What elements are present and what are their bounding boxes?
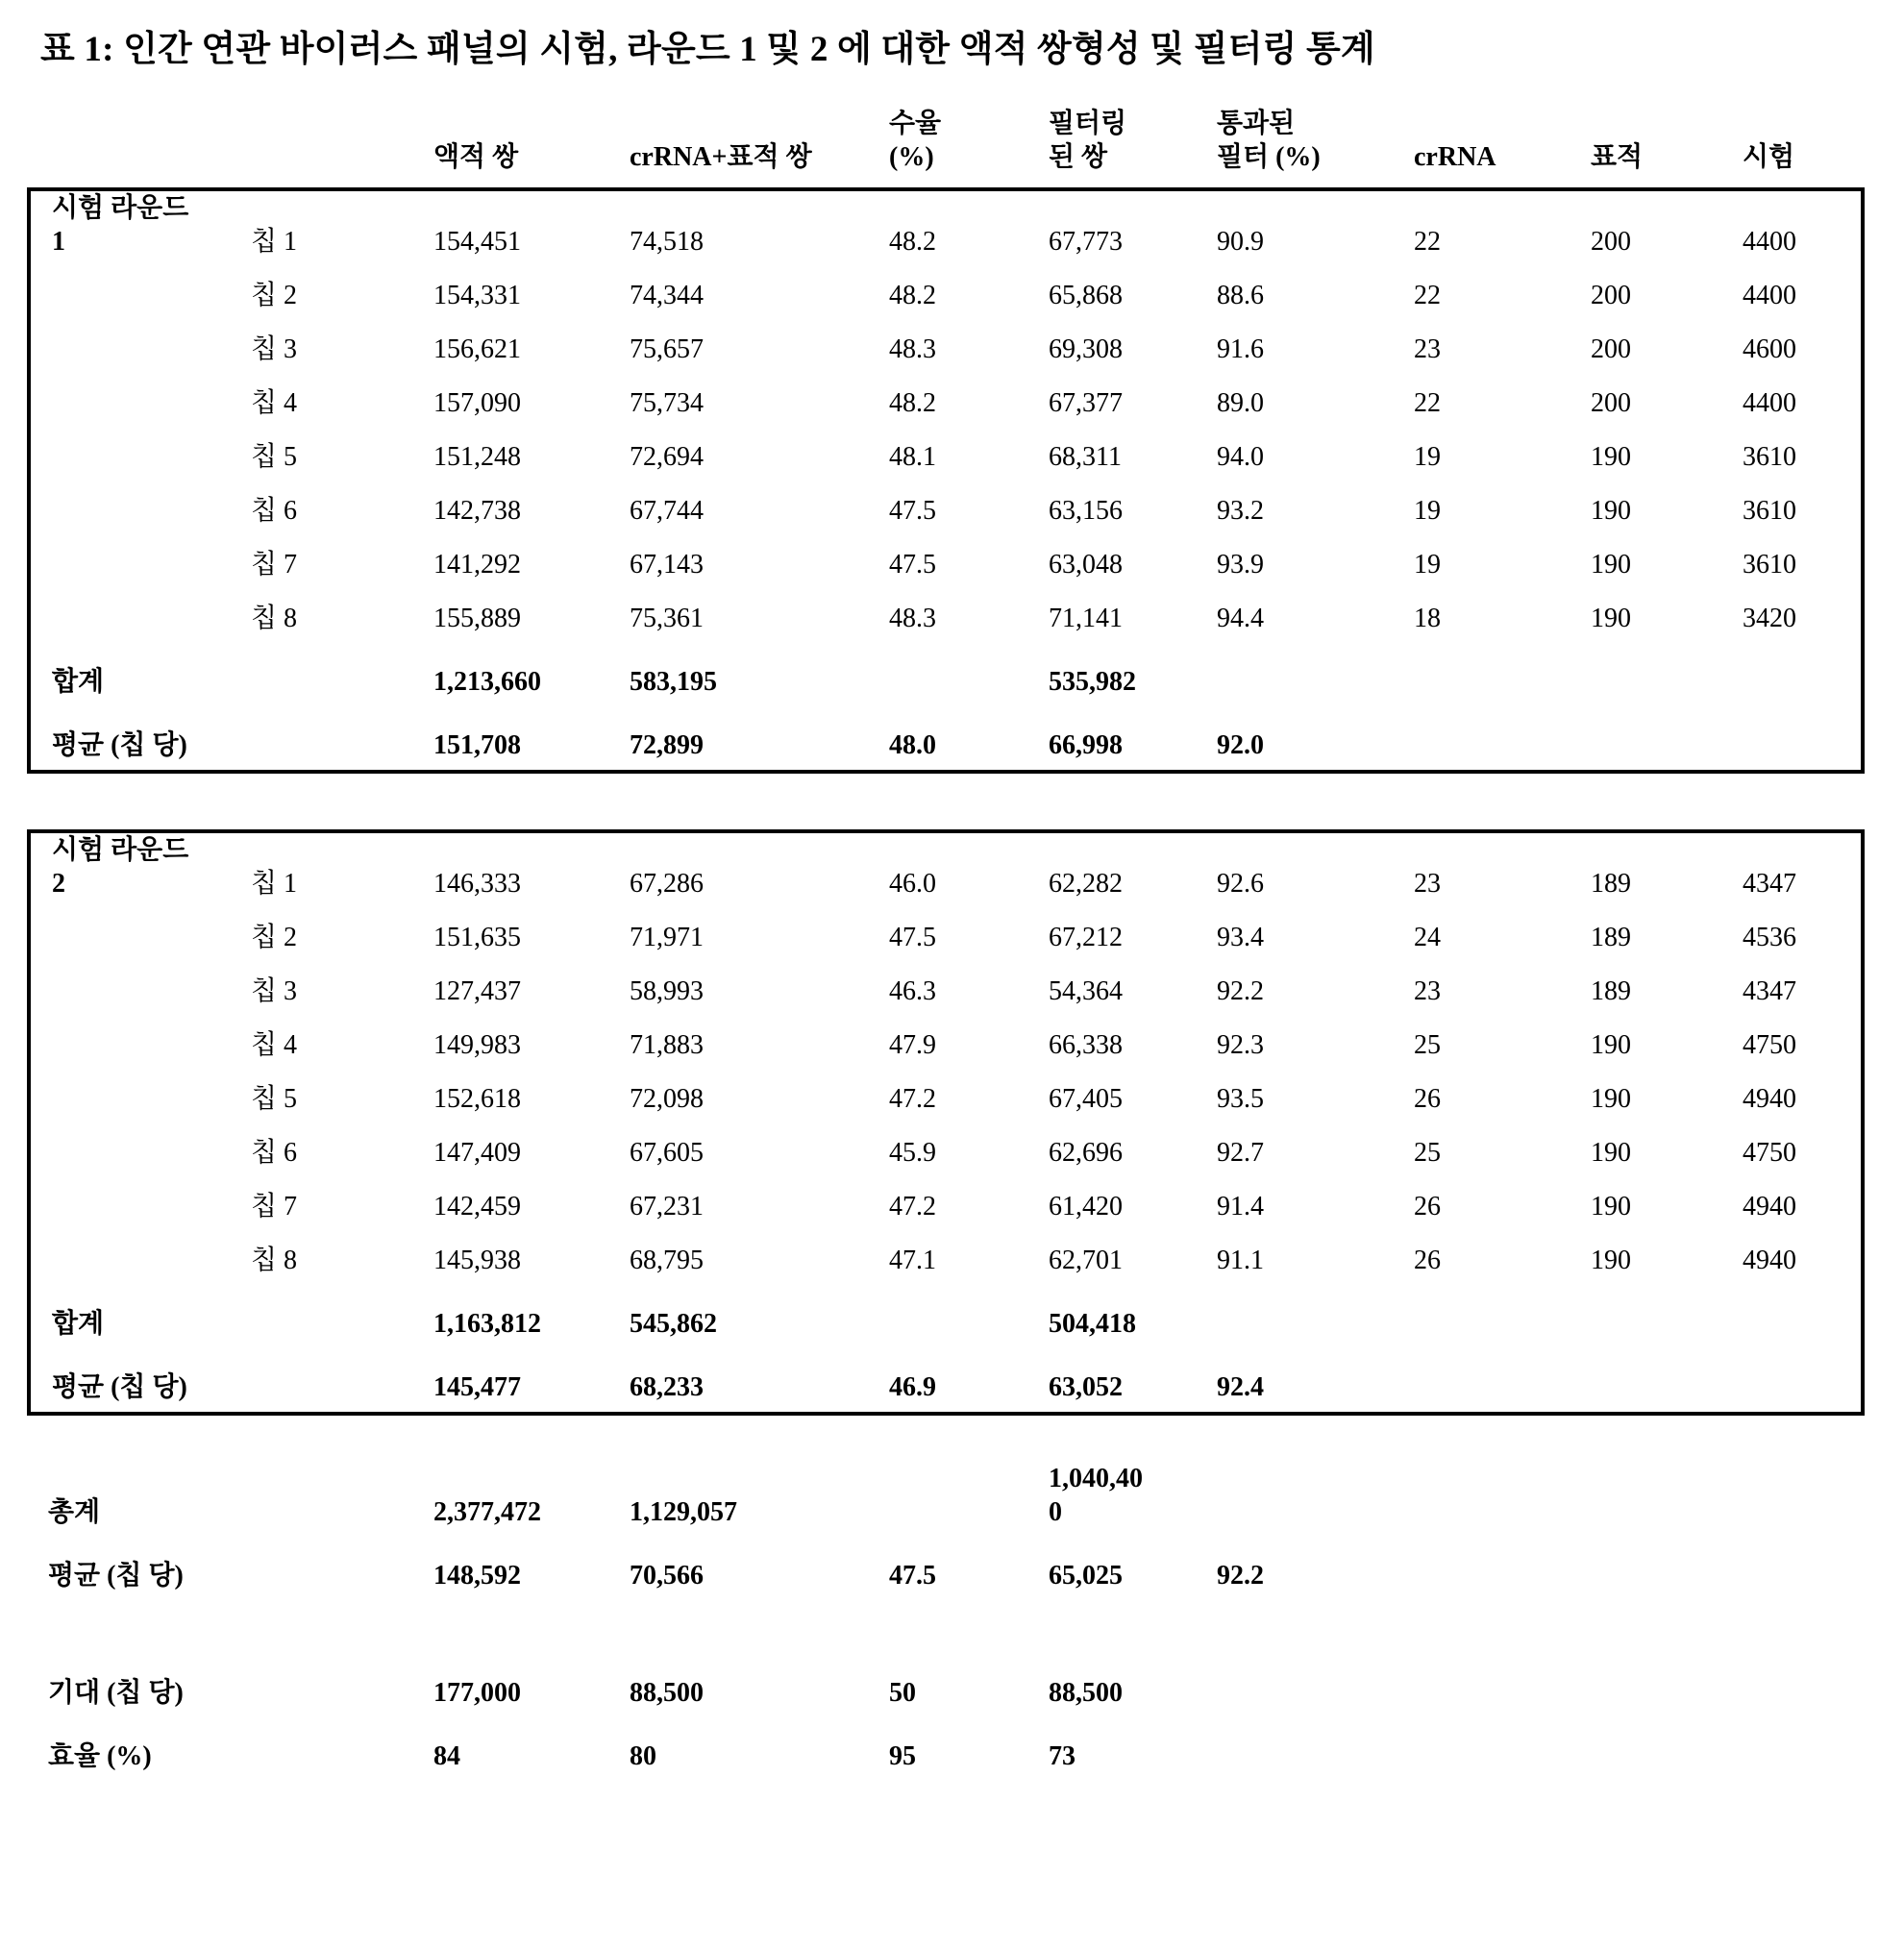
cell-target: 190 bbox=[1591, 1191, 1631, 1221]
empty-cell bbox=[1743, 1348, 1861, 1412]
total-droplet-pairs: 1,163,812 bbox=[433, 1308, 541, 1339]
empty-cell bbox=[251, 1537, 433, 1600]
col-header-test: 시험 bbox=[1743, 141, 1795, 172]
expected-label: 기대 (칩 당) bbox=[48, 1677, 184, 1708]
empty-cell bbox=[31, 908, 251, 962]
cell-filtered-pairs: 67,377 bbox=[1049, 387, 1123, 418]
cell-crrna: 19 bbox=[1414, 441, 1441, 472]
empty-cell bbox=[1591, 706, 1743, 770]
cell-passed-filter-pct: 92.3 bbox=[1217, 1029, 1264, 1060]
cell-filtered-pairs: 67,773 bbox=[1049, 226, 1123, 257]
round2-label: 시험 라운드 2 bbox=[52, 834, 189, 899]
table-row bbox=[31, 589, 1861, 643]
chip-label: 칩 4 bbox=[251, 387, 298, 418]
cell-test: 4347 bbox=[1743, 975, 1796, 1006]
cell-crrna: 25 bbox=[1414, 1137, 1441, 1168]
grand-total-row bbox=[27, 1462, 1865, 1537]
cell-passed-filter-pct: 91.1 bbox=[1217, 1245, 1264, 1275]
average-crrna-target-pairs: 72,899 bbox=[630, 729, 704, 760]
cell-target: 200 bbox=[1591, 280, 1631, 310]
empty-cell bbox=[1217, 1717, 1414, 1781]
cell-crrna: 19 bbox=[1414, 495, 1441, 526]
cell-target: 190 bbox=[1591, 441, 1631, 472]
cell-target: 200 bbox=[1591, 226, 1631, 257]
cell-passed-filter-pct: 94.4 bbox=[1217, 603, 1264, 633]
efficiency-filtered-pairs: 73 bbox=[1049, 1740, 1076, 1771]
cell-yield-pct: 46.3 bbox=[889, 975, 936, 1006]
grand-total-droplet-pairs: 2,377,472 bbox=[433, 1496, 541, 1527]
chip-label: 칩 3 bbox=[251, 975, 298, 1006]
empty-cell bbox=[31, 1016, 251, 1070]
empty-cell bbox=[1743, 1285, 1861, 1348]
empty-cell bbox=[1414, 1285, 1591, 1348]
empty-cell bbox=[1217, 1462, 1414, 1537]
empty-cell bbox=[251, 1348, 433, 1412]
overall-average-label: 평균 (칩 당) bbox=[48, 1560, 184, 1591]
cell-droplet-pairs: 142,459 bbox=[433, 1191, 521, 1221]
cell-yield-pct: 47.1 bbox=[889, 1245, 936, 1275]
cell-crrna-target-pairs: 74,518 bbox=[630, 226, 704, 257]
empty-cell bbox=[1414, 1537, 1591, 1600]
empty-cell bbox=[31, 1177, 251, 1231]
round2-table-box bbox=[27, 829, 1865, 1416]
total-droplet-pairs: 1,213,660 bbox=[433, 666, 541, 697]
cell-filtered-pairs: 66,338 bbox=[1049, 1029, 1123, 1060]
cell-test: 3610 bbox=[1743, 441, 1796, 472]
col-header-crrna-target-pairs: crRNA+표적 쌍 bbox=[630, 141, 812, 172]
cell-crrna: 22 bbox=[1414, 280, 1441, 310]
cell-yield-pct: 47.5 bbox=[889, 495, 936, 526]
empty-cell bbox=[31, 1123, 251, 1177]
header-row bbox=[27, 107, 1865, 182]
cell-yield-pct: 47.2 bbox=[889, 1191, 936, 1221]
cell-crrna-target-pairs: 67,143 bbox=[630, 549, 704, 580]
efficiency-row bbox=[27, 1717, 1865, 1781]
table-row bbox=[31, 833, 1861, 908]
cell-filtered-pairs: 67,212 bbox=[1049, 922, 1123, 952]
cell-filtered-pairs: 61,420 bbox=[1049, 1191, 1123, 1221]
cell-target: 189 bbox=[1591, 868, 1631, 899]
cell-droplet-pairs: 154,451 bbox=[433, 226, 521, 257]
cell-crrna: 23 bbox=[1414, 333, 1441, 364]
cell-droplet-pairs: 147,409 bbox=[433, 1137, 521, 1168]
average-label: 평균 (칩 당) bbox=[52, 1371, 187, 1402]
cell-passed-filter-pct: 89.0 bbox=[1217, 387, 1264, 418]
cell-crrna-target-pairs: 67,286 bbox=[630, 868, 704, 899]
cell-test: 3610 bbox=[1743, 549, 1796, 580]
table-row bbox=[31, 1231, 1861, 1285]
col-header-crrna: crRNA bbox=[1414, 141, 1496, 172]
cell-crrna: 26 bbox=[1414, 1083, 1441, 1114]
col-header-droplet-pairs: 액적 쌍 bbox=[433, 141, 519, 172]
total-crrna-target-pairs: 583,195 bbox=[630, 666, 717, 697]
table-title: 표 1: 인간 연관 바이러스 패널의 시험, 라운드 1 및 2 에 대한 액적 쌍형성 및 필터링 통계 bbox=[40, 30, 1375, 69]
empty-cell bbox=[1743, 1462, 1865, 1537]
table-row bbox=[31, 266, 1861, 320]
cell-crrna: 24 bbox=[1414, 922, 1441, 952]
expected-crrna-target-pairs: 88,500 bbox=[630, 1677, 704, 1708]
cell-droplet-pairs: 156,621 bbox=[433, 333, 521, 364]
cell-filtered-pairs: 68,311 bbox=[1049, 441, 1122, 472]
cell-target: 190 bbox=[1591, 495, 1631, 526]
cell-filtered-pairs: 67,405 bbox=[1049, 1083, 1123, 1114]
cell-filtered-pairs: 63,156 bbox=[1049, 495, 1123, 526]
empty-cell bbox=[1743, 1717, 1865, 1781]
cell-crrna: 23 bbox=[1414, 975, 1441, 1006]
empty-cell bbox=[1414, 1462, 1591, 1537]
empty-cell bbox=[1591, 1462, 1743, 1537]
chip-label: 칩 2 bbox=[251, 280, 298, 310]
col-header-passed-filter-pct: 통과된 필터 (%) bbox=[1217, 108, 1321, 172]
average-filtered-pairs: 66,998 bbox=[1049, 729, 1123, 760]
cell-test: 4940 bbox=[1743, 1191, 1796, 1221]
round1-table bbox=[31, 191, 1861, 770]
table-row bbox=[31, 320, 1861, 374]
empty-cell bbox=[1414, 1654, 1591, 1717]
cell-filtered-pairs: 62,282 bbox=[1049, 868, 1123, 899]
cell-passed-filter-pct: 91.6 bbox=[1217, 333, 1264, 364]
chip-label: 칩 8 bbox=[251, 603, 298, 633]
table-row bbox=[31, 962, 1861, 1016]
col-header-yield-pct: 수율 (%) bbox=[889, 108, 942, 172]
chip-label: 칩 5 bbox=[251, 441, 298, 472]
cell-test: 4536 bbox=[1743, 922, 1796, 952]
empty-cell bbox=[31, 535, 251, 589]
grand-total-filtered-pairs: 1,040,40 0 bbox=[1049, 1463, 1143, 1527]
cell-test: 4400 bbox=[1743, 387, 1796, 418]
empty-cell bbox=[1743, 1654, 1865, 1717]
cell-crrna: 18 bbox=[1414, 603, 1441, 633]
cell-filtered-pairs: 54,364 bbox=[1049, 975, 1123, 1006]
empty-cell bbox=[27, 107, 251, 182]
cell-target: 189 bbox=[1591, 975, 1631, 1006]
cell-yield-pct: 46.0 bbox=[889, 868, 936, 899]
chip-label: 칩 8 bbox=[251, 1245, 298, 1275]
cell-crrna-target-pairs: 75,361 bbox=[630, 603, 704, 633]
cell-droplet-pairs: 141,292 bbox=[433, 549, 521, 580]
chip-label: 칩 6 bbox=[251, 1137, 298, 1168]
average-filtered-pairs: 63,052 bbox=[1049, 1371, 1123, 1402]
empty-cell bbox=[31, 266, 251, 320]
efficiency-label: 효율 (%) bbox=[48, 1740, 152, 1771]
cell-crrna-target-pairs: 75,734 bbox=[630, 387, 704, 418]
cell-filtered-pairs: 62,696 bbox=[1049, 1137, 1123, 1168]
empty-cell bbox=[27, 1600, 1865, 1654]
cell-filtered-pairs: 63,048 bbox=[1049, 549, 1123, 580]
cell-droplet-pairs: 151,635 bbox=[433, 922, 521, 952]
cell-crrna: 26 bbox=[1414, 1191, 1441, 1221]
table-row bbox=[31, 1177, 1861, 1231]
cell-target: 189 bbox=[1591, 922, 1631, 952]
efficiency-crrna-target-pairs: 80 bbox=[630, 1740, 656, 1771]
empty-cell bbox=[251, 643, 433, 706]
cell-filtered-pairs: 71,141 bbox=[1049, 603, 1123, 633]
empty-cell bbox=[31, 320, 251, 374]
efficiency-yield-pct: 95 bbox=[889, 1740, 916, 1771]
empty-cell bbox=[1591, 1654, 1743, 1717]
cell-crrna: 23 bbox=[1414, 868, 1441, 899]
empty-cell bbox=[31, 481, 251, 535]
table-row bbox=[31, 535, 1861, 589]
average-droplet-pairs: 151,708 bbox=[433, 729, 521, 760]
round1-label: 시험 라운드 1 bbox=[52, 192, 189, 257]
chip-label: 칩 5 bbox=[251, 1083, 298, 1114]
cell-test: 4600 bbox=[1743, 333, 1796, 364]
cell-test: 4400 bbox=[1743, 280, 1796, 310]
col-header-filtered-pairs: 필터링 된 쌍 bbox=[1049, 108, 1127, 172]
overall-average-filtered-pairs: 65,025 bbox=[1049, 1560, 1123, 1591]
cell-yield-pct: 48.2 bbox=[889, 280, 936, 310]
empty-cell bbox=[31, 962, 251, 1016]
empty-cell bbox=[251, 706, 433, 770]
average-crrna-target-pairs: 68,233 bbox=[630, 1371, 704, 1402]
table-row bbox=[31, 374, 1861, 428]
round2-table bbox=[31, 833, 1861, 1412]
chip-label: 칩 7 bbox=[251, 549, 298, 580]
average-yield-pct: 48.0 bbox=[889, 729, 936, 760]
round1-average-row bbox=[31, 706, 1861, 770]
cell-yield-pct: 48.2 bbox=[889, 226, 936, 257]
cell-passed-filter-pct: 94.0 bbox=[1217, 441, 1264, 472]
round2-average-row bbox=[31, 1348, 1861, 1412]
cell-passed-filter-pct: 93.2 bbox=[1217, 495, 1264, 526]
table-row bbox=[31, 1016, 1861, 1070]
expected-row bbox=[27, 1654, 1865, 1717]
cell-passed-filter-pct: 88.6 bbox=[1217, 280, 1264, 310]
cell-test: 3420 bbox=[1743, 603, 1796, 633]
total-crrna-target-pairs: 545,862 bbox=[630, 1308, 717, 1339]
spacer-row bbox=[27, 1600, 1865, 1654]
table-row bbox=[31, 191, 1861, 266]
cell-test: 4347 bbox=[1743, 868, 1796, 899]
empty-cell bbox=[31, 1070, 251, 1123]
table-row bbox=[31, 481, 1861, 535]
overall-average-row bbox=[27, 1537, 1865, 1600]
cell-yield-pct: 48.2 bbox=[889, 387, 936, 418]
table-row bbox=[31, 908, 1861, 962]
cell-filtered-pairs: 65,868 bbox=[1049, 280, 1123, 310]
cell-crrna-target-pairs: 58,993 bbox=[630, 975, 704, 1006]
empty-cell bbox=[1414, 706, 1591, 770]
empty-cell bbox=[889, 643, 1049, 706]
cell-crrna-target-pairs: 71,883 bbox=[630, 1029, 704, 1060]
empty-cell bbox=[251, 1717, 433, 1781]
chip-label: 칩 1 bbox=[251, 226, 298, 257]
cell-droplet-pairs: 157,090 bbox=[433, 387, 521, 418]
table-row bbox=[31, 1123, 1861, 1177]
cell-droplet-pairs: 145,938 bbox=[433, 1245, 521, 1275]
empty-cell bbox=[1743, 643, 1861, 706]
total-filtered-pairs: 504,418 bbox=[1049, 1308, 1136, 1339]
empty-cell bbox=[251, 1654, 433, 1717]
cell-droplet-pairs: 152,618 bbox=[433, 1083, 521, 1114]
cell-yield-pct: 48.3 bbox=[889, 333, 936, 364]
cell-droplet-pairs: 151,248 bbox=[433, 441, 521, 472]
total-label: 합계 bbox=[52, 1308, 105, 1339]
cell-droplet-pairs: 149,983 bbox=[433, 1029, 521, 1060]
empty-cell bbox=[889, 1285, 1049, 1348]
empty-cell bbox=[251, 1462, 433, 1537]
cell-target: 190 bbox=[1591, 603, 1631, 633]
table-row bbox=[31, 1070, 1861, 1123]
round2-total-row bbox=[31, 1285, 1861, 1348]
cell-crrna: 22 bbox=[1414, 387, 1441, 418]
total-label: 합계 bbox=[52, 666, 105, 697]
cell-crrna: 19 bbox=[1414, 549, 1441, 580]
empty-cell bbox=[1414, 643, 1591, 706]
grand-total-crrna-target-pairs: 1,129,057 bbox=[630, 1496, 737, 1527]
cell-crrna-target-pairs: 67,744 bbox=[630, 495, 704, 526]
cell-droplet-pairs: 146,333 bbox=[433, 868, 521, 899]
overall-average-yield-pct: 47.5 bbox=[889, 1560, 936, 1591]
cell-crrna: 25 bbox=[1414, 1029, 1441, 1060]
table-row bbox=[31, 428, 1861, 481]
cell-test: 4940 bbox=[1743, 1083, 1796, 1114]
cell-test: 4750 bbox=[1743, 1029, 1796, 1060]
cell-target: 190 bbox=[1591, 1083, 1631, 1114]
cell-crrna: 26 bbox=[1414, 1245, 1441, 1275]
cell-passed-filter-pct: 92.2 bbox=[1217, 975, 1264, 1006]
cell-target: 200 bbox=[1591, 387, 1631, 418]
empty-cell bbox=[1743, 1537, 1865, 1600]
average-passed-filter-pct: 92.0 bbox=[1217, 729, 1264, 760]
cell-yield-pct: 48.1 bbox=[889, 441, 936, 472]
column-header-row bbox=[27, 107, 1865, 182]
empty-cell bbox=[889, 1462, 1049, 1537]
overall-average-crrna-target-pairs: 70,566 bbox=[630, 1560, 704, 1591]
cell-passed-filter-pct: 90.9 bbox=[1217, 226, 1264, 257]
cell-droplet-pairs: 127,437 bbox=[433, 975, 521, 1006]
cell-crrna-target-pairs: 68,795 bbox=[630, 1245, 704, 1275]
cell-crrna-target-pairs: 71,971 bbox=[630, 922, 704, 952]
cell-target: 190 bbox=[1591, 1137, 1631, 1168]
expected-filtered-pairs: 88,500 bbox=[1049, 1677, 1123, 1708]
cell-yield-pct: 48.3 bbox=[889, 603, 936, 633]
overall-average-passed-filter-pct: 92.2 bbox=[1217, 1560, 1264, 1591]
empty-cell bbox=[1591, 1717, 1743, 1781]
average-droplet-pairs: 145,477 bbox=[433, 1371, 521, 1402]
chip-label: 칩 7 bbox=[251, 1191, 298, 1221]
efficiency-droplet-pairs: 84 bbox=[433, 1740, 460, 1771]
cell-target: 190 bbox=[1591, 1245, 1631, 1275]
cell-passed-filter-pct: 93.9 bbox=[1217, 549, 1264, 580]
empty-cell bbox=[31, 589, 251, 643]
empty-cell bbox=[1414, 1348, 1591, 1412]
empty-cell bbox=[1591, 1537, 1743, 1600]
empty-cell bbox=[1591, 643, 1743, 706]
summary-table bbox=[27, 1462, 1865, 1781]
cell-passed-filter-pct: 93.4 bbox=[1217, 922, 1264, 952]
cell-filtered-pairs: 69,308 bbox=[1049, 333, 1123, 364]
cell-test: 4940 bbox=[1743, 1245, 1796, 1275]
empty-cell bbox=[251, 1285, 433, 1348]
empty-cell bbox=[1217, 643, 1414, 706]
chip-label: 칩 3 bbox=[251, 333, 298, 364]
cell-yield-pct: 47.9 bbox=[889, 1029, 936, 1060]
empty-cell bbox=[1591, 1285, 1743, 1348]
cell-filtered-pairs: 62,701 bbox=[1049, 1245, 1123, 1275]
cell-crrna-target-pairs: 72,694 bbox=[630, 441, 704, 472]
cell-passed-filter-pct: 93.5 bbox=[1217, 1083, 1264, 1114]
cell-droplet-pairs: 142,738 bbox=[433, 495, 521, 526]
empty-cell bbox=[31, 1231, 251, 1285]
chip-label: 칩 2 bbox=[251, 922, 298, 952]
cell-droplet-pairs: 154,331 bbox=[433, 280, 521, 310]
cell-crrna-target-pairs: 72,098 bbox=[630, 1083, 704, 1114]
cell-droplet-pairs: 155,889 bbox=[433, 603, 521, 633]
average-passed-filter-pct: 92.4 bbox=[1217, 1371, 1264, 1402]
cell-crrna-target-pairs: 74,344 bbox=[630, 280, 704, 310]
round1-table-box bbox=[27, 187, 1865, 774]
total-filtered-pairs: 535,982 bbox=[1049, 666, 1136, 697]
empty-cell bbox=[31, 428, 251, 481]
empty-cell bbox=[251, 107, 433, 182]
empty-cell bbox=[1217, 1285, 1414, 1348]
cell-test: 3610 bbox=[1743, 495, 1796, 526]
cell-target: 200 bbox=[1591, 333, 1631, 364]
empty-cell bbox=[1217, 1654, 1414, 1717]
cell-passed-filter-pct: 91.4 bbox=[1217, 1191, 1264, 1221]
cell-crrna-target-pairs: 67,231 bbox=[630, 1191, 704, 1221]
grand-total-label: 총계 bbox=[48, 1496, 101, 1527]
cell-yield-pct: 45.9 bbox=[889, 1137, 936, 1168]
cell-crrna-target-pairs: 67,605 bbox=[630, 1137, 704, 1168]
empty-cell bbox=[31, 374, 251, 428]
cell-yield-pct: 47.5 bbox=[889, 922, 936, 952]
average-yield-pct: 46.9 bbox=[889, 1371, 936, 1402]
chip-label: 칩 4 bbox=[251, 1029, 298, 1060]
cell-test: 4400 bbox=[1743, 226, 1796, 257]
expected-yield-pct: 50 bbox=[889, 1677, 916, 1708]
empty-cell bbox=[1591, 1348, 1743, 1412]
cell-yield-pct: 47.2 bbox=[889, 1083, 936, 1114]
cell-crrna: 22 bbox=[1414, 226, 1441, 257]
average-label: 평균 (칩 당) bbox=[52, 729, 187, 760]
round1-total-row bbox=[31, 643, 1861, 706]
empty-cell bbox=[1743, 706, 1861, 770]
cell-yield-pct: 47.5 bbox=[889, 549, 936, 580]
empty-cell bbox=[1414, 1717, 1591, 1781]
expected-droplet-pairs: 177,000 bbox=[433, 1677, 521, 1708]
cell-target: 190 bbox=[1591, 1029, 1631, 1060]
cell-passed-filter-pct: 92.7 bbox=[1217, 1137, 1264, 1168]
cell-target: 190 bbox=[1591, 549, 1631, 580]
chip-label: 칩 6 bbox=[251, 495, 298, 526]
overall-average-droplet-pairs: 148,592 bbox=[433, 1560, 521, 1591]
cell-crrna-target-pairs: 75,657 bbox=[630, 333, 704, 364]
chip-label: 칩 1 bbox=[251, 868, 298, 899]
cell-test: 4750 bbox=[1743, 1137, 1796, 1168]
col-header-target: 표적 bbox=[1591, 141, 1644, 172]
cell-passed-filter-pct: 92.6 bbox=[1217, 868, 1264, 899]
